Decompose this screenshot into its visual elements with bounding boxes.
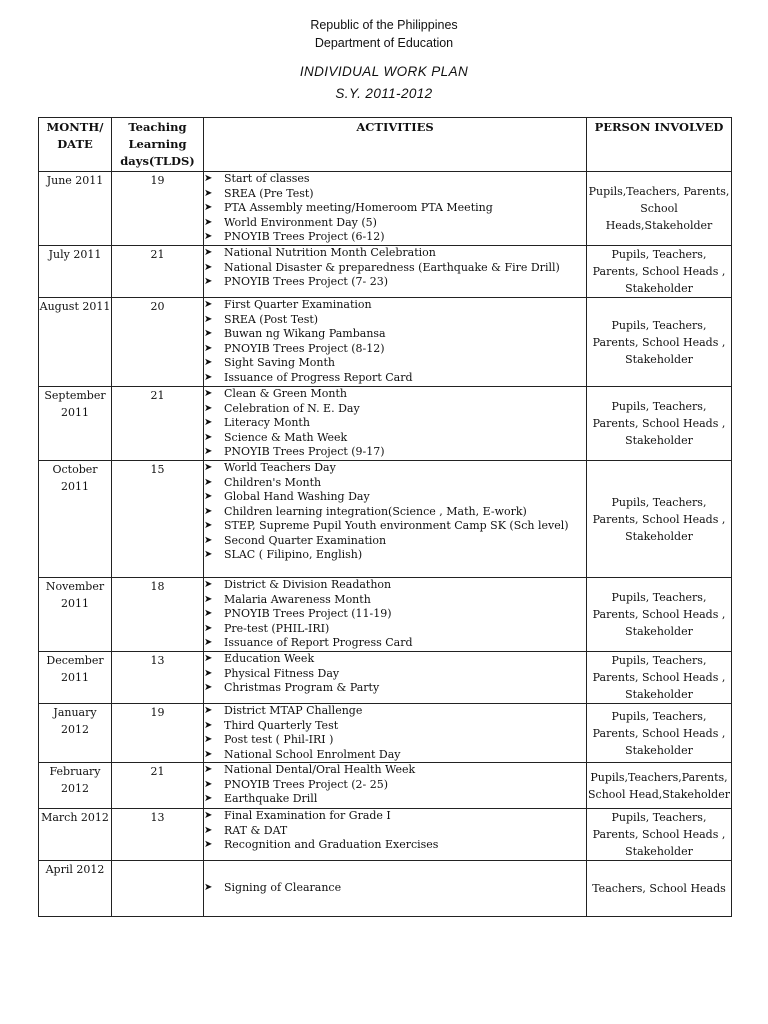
- month-cell: September 2011: [39, 387, 112, 461]
- month-cell: April 2012: [39, 861, 112, 917]
- table-row: [39, 246, 732, 298]
- activity-text: PTA Assembly meeting/Homeroom PTA Meeting: [224, 201, 493, 214]
- activity-item: [204, 261, 586, 276]
- activities-cell: [204, 763, 587, 809]
- activity-item: [204, 342, 586, 357]
- activity-text: Earthquake Drill: [224, 792, 318, 805]
- arrowhead-bullet-icon: ➤: [204, 402, 213, 414]
- activity-list: [204, 172, 586, 245]
- activity-text: Recognition and Graduation Exercises: [224, 838, 439, 851]
- column-header-person: PERSON INVOLVED: [587, 118, 732, 172]
- activity-item: [204, 461, 586, 476]
- arrowhead-bullet-icon: ➤: [204, 216, 213, 228]
- document-title: INDIVIDUAL WORK PLAN: [299, 64, 469, 79]
- month-cell: March 2012: [39, 809, 112, 861]
- school-year: S.Y. 2011-2012: [335, 86, 433, 101]
- activities-cell: [204, 704, 587, 763]
- column-header-activities: ACTIVITIES: [204, 118, 587, 172]
- activity-item: [204, 216, 586, 231]
- activity-text: PNOYIB Trees Project (2- 25): [224, 777, 389, 791]
- activities-cell: [204, 461, 587, 578]
- activity-item: [204, 230, 586, 245]
- activity-text: Education Week: [224, 652, 315, 665]
- activities-cell: [204, 298, 587, 387]
- activity-item: [204, 327, 586, 342]
- teaching-days-cell: 13: [112, 652, 204, 704]
- activity-item: [204, 505, 586, 520]
- activity-item: [204, 172, 586, 187]
- arrowhead-bullet-icon: ➤: [204, 667, 213, 679]
- arrowhead-bullet-icon: ➤: [204, 462, 213, 473]
- arrowhead-bullet-icon: ➤: [204, 734, 213, 745]
- activity-text: Sight Saving Month: [224, 356, 336, 369]
- activity-text: PNOYIB Trees Project (11-19): [224, 607, 392, 620]
- arrowhead-bullet-icon: ➤: [204, 276, 213, 287]
- person-involved-cell: Pupils,Teachers,Parents, School Head,Stakeholder: [587, 763, 732, 809]
- activity-item: [204, 636, 586, 651]
- teaching-days-cell: 13: [112, 809, 204, 861]
- activities-cell: [204, 172, 587, 246]
- arrowhead-bullet-icon: ➤: [204, 824, 213, 836]
- month-cell: June 2011: [39, 172, 112, 246]
- activity-list: [204, 387, 586, 460]
- arrowhead-bullet-icon: ➤: [204, 810, 213, 821]
- arrowhead-bullet-icon: ➤: [204, 446, 213, 457]
- activity-text: National Dental/Oral Health Week: [224, 763, 416, 776]
- month-cell: October 2011: [39, 461, 112, 578]
- arrowhead-bullet-icon: ➤: [204, 476, 213, 488]
- person-involved-cell: Teachers, School Heads: [587, 861, 732, 917]
- table-row: [39, 172, 732, 246]
- activity-item: [204, 490, 586, 505]
- activity-item: [204, 356, 586, 371]
- activity-text: Final Examination for Grade I: [224, 809, 391, 822]
- activity-item: [204, 187, 586, 202]
- activity-list: [204, 881, 586, 896]
- arrowhead-bullet-icon: ➤: [204, 719, 213, 731]
- activity-item: [204, 838, 586, 853]
- table-row: [39, 809, 732, 861]
- activity-text: SLAC ( Filipino, English): [224, 548, 363, 561]
- activity-item: [204, 593, 586, 608]
- activity-list: [204, 652, 586, 696]
- arrowhead-bullet-icon: ➤: [204, 882, 213, 894]
- activity-text: RAT & DAT: [224, 823, 288, 837]
- activity-text: National Disaster & preparedness (Earthquake & Fire Drill): [224, 260, 560, 274]
- arrowhead-bullet-icon: ➤: [204, 202, 213, 213]
- person-involved-cell: Pupils, Teachers, Parents, School Heads , Stakeholder: [587, 652, 732, 704]
- arrowhead-bullet-icon: ➤: [204, 417, 213, 428]
- activity-item: [204, 416, 586, 431]
- teaching-days-cell: 21: [112, 387, 204, 461]
- activity-list: [204, 246, 586, 290]
- activities-cell: [204, 578, 587, 652]
- table-body: [39, 172, 732, 917]
- activity-item: [204, 719, 586, 734]
- activities-cell: [204, 652, 587, 704]
- activity-list: [204, 704, 586, 762]
- activity-item: [204, 763, 586, 778]
- activity-item: [204, 578, 586, 593]
- activity-text: Science & Math Week: [224, 430, 348, 444]
- activity-text: PNOYIB Trees Project (6-12): [224, 230, 385, 243]
- activity-text: PNOYIB Trees Project (9-17): [224, 445, 385, 458]
- activity-list: [204, 461, 586, 563]
- arrowhead-bullet-icon: ➤: [204, 622, 213, 634]
- activity-text: Clean & Green Month: [224, 387, 347, 400]
- arrowhead-bullet-icon: ➤: [204, 491, 213, 502]
- activity-item: [204, 402, 586, 417]
- activity-text: SREA (Pre Test): [224, 186, 314, 200]
- activities-cell: [204, 809, 587, 861]
- activity-item: [204, 298, 586, 313]
- person-involved-cell: Pupils, Teachers, Parents, School Heads , Stakeholder: [587, 461, 732, 578]
- table-row: [39, 578, 732, 652]
- person-involved-cell: Pupils, Teachers, Parents, School Heads , Stakeholder: [587, 387, 732, 461]
- activity-text: Physical Fitness Day: [224, 666, 340, 680]
- arrowhead-bullet-icon: ➤: [204, 357, 213, 368]
- arrowhead-bullet-icon: ➤: [204, 549, 213, 560]
- month-cell: July 2011: [39, 246, 112, 298]
- arrowhead-bullet-icon: ➤: [204, 505, 213, 517]
- table-row: [39, 704, 732, 763]
- person-involved-cell: Pupils,Teachers, Parents, School Heads,Stakeholder: [587, 172, 732, 246]
- table-row: [39, 298, 732, 387]
- arrowhead-bullet-icon: ➤: [204, 593, 213, 605]
- activity-item: [204, 824, 586, 839]
- month-cell: August 2011: [39, 298, 112, 387]
- activity-list: [204, 578, 586, 651]
- person-involved-cell: Pupils, Teachers, Parents, School Heads , Stakeholder: [587, 298, 732, 387]
- table-row: [39, 861, 732, 917]
- person-involved-cell: Pupils, Teachers, Parents, School Heads , Stakeholder: [587, 246, 732, 298]
- activity-text: PNOYIB Trees Project (8-12): [224, 341, 385, 355]
- column-header-month: MONTH/ DATE: [39, 118, 112, 172]
- table-row: [39, 387, 732, 461]
- activity-text: Pre-test (PHIL-IRI): [224, 621, 330, 635]
- activity-text: Third Quarterly Test: [224, 718, 339, 732]
- activity-item: [204, 748, 586, 763]
- activity-text: Christmas Program & Party: [224, 681, 380, 694]
- arrowhead-bullet-icon: ➤: [204, 231, 213, 242]
- activity-text: PNOYIB Trees Project (7- 23): [224, 275, 389, 288]
- activity-item: [204, 548, 586, 563]
- activity-text: Global Hand Washing Day: [224, 490, 370, 503]
- activity-text: Buwan ng Wikang Pambansa: [224, 327, 386, 340]
- activity-item: [204, 681, 586, 696]
- month-cell: November 2011: [39, 578, 112, 652]
- activity-text: World Teachers Day: [224, 461, 336, 474]
- table-row: [39, 461, 732, 578]
- activity-text: Malaria Awareness Month: [224, 592, 371, 606]
- activity-item: [204, 534, 586, 549]
- activity-item: [204, 476, 586, 491]
- activity-item: [204, 881, 586, 896]
- arrowhead-bullet-icon: ➤: [204, 371, 213, 383]
- teaching-days-cell: 19: [112, 704, 204, 763]
- arrowhead-bullet-icon: ➤: [204, 839, 213, 850]
- person-involved-cell: Pupils, Teachers, Parents, School Heads , Stakeholder: [587, 578, 732, 652]
- activity-item: [204, 519, 586, 534]
- arrowhead-bullet-icon: ➤: [204, 682, 213, 693]
- arrowhead-bullet-icon: ➤: [204, 748, 213, 760]
- activity-text: Literacy Month: [224, 416, 310, 429]
- activity-item: [204, 201, 586, 216]
- arrowhead-bullet-icon: ➤: [204, 778, 213, 790]
- activity-item: [204, 246, 586, 261]
- activity-text: STEP, Supreme Pupil Youth environment Camp SK (Sch level): [224, 519, 569, 532]
- arrowhead-bullet-icon: ➤: [204, 328, 213, 339]
- activity-text: National School Enrolment Day: [224, 747, 401, 761]
- activity-item: [204, 313, 586, 328]
- document-header: [0, 16, 768, 105]
- arrowhead-bullet-icon: ➤: [204, 261, 213, 273]
- arrowhead-bullet-icon: ➤: [204, 187, 213, 199]
- activity-item: [204, 371, 586, 386]
- teaching-days-cell: 21: [112, 246, 204, 298]
- activity-text: Post test ( Phil-IRI ): [224, 733, 334, 746]
- arrowhead-bullet-icon: ➤: [204, 388, 213, 399]
- activity-item: [204, 607, 586, 622]
- teaching-days-cell: 15: [112, 461, 204, 578]
- arrowhead-bullet-icon: ➤: [204, 653, 213, 664]
- arrowhead-bullet-icon: ➤: [204, 313, 213, 325]
- arrowhead-bullet-icon: ➤: [204, 793, 213, 804]
- teaching-days-cell: 21: [112, 763, 204, 809]
- teaching-days-cell: 18: [112, 578, 204, 652]
- activity-text: Celebration of N. E. Day: [224, 401, 360, 415]
- activity-text: Signing of Clearance: [224, 881, 342, 895]
- person-involved-cell: Pupils, Teachers, Parents, School Heads , Stakeholder: [587, 704, 732, 763]
- column-header-days: Teaching Learning days(TLDS): [112, 118, 204, 172]
- arrowhead-bullet-icon: ➤: [204, 764, 213, 775]
- activity-text: National Nutrition Month Celebration: [224, 246, 436, 259]
- activity-text: Second Quarter Examination: [224, 533, 387, 547]
- activity-item: [204, 275, 586, 290]
- arrowhead-bullet-icon: ➤: [204, 705, 213, 716]
- arrowhead-bullet-icon: ➤: [204, 608, 213, 619]
- activity-item: [204, 667, 586, 682]
- activity-text: SREA (Post Test): [224, 312, 319, 326]
- header-republic: Republic of the Philippines: [310, 18, 458, 32]
- work-plan-table: [38, 117, 732, 917]
- arrowhead-bullet-icon: ➤: [204, 637, 213, 648]
- activities-cell: [204, 387, 587, 461]
- activity-item: [204, 652, 586, 667]
- arrowhead-bullet-icon: ➤: [204, 173, 213, 184]
- activity-text: District & Division Readathon: [224, 578, 392, 591]
- activity-item: [204, 387, 586, 402]
- arrowhead-bullet-icon: ➤: [204, 579, 213, 590]
- arrowhead-bullet-icon: ➤: [204, 534, 213, 546]
- activity-item: [204, 778, 586, 793]
- activity-item: [204, 622, 586, 637]
- arrowhead-bullet-icon: ➤: [204, 299, 213, 310]
- arrowhead-bullet-icon: ➤: [204, 431, 213, 443]
- activity-text: Children's Month: [224, 475, 322, 489]
- activity-item: [204, 733, 586, 748]
- activity-text: District MTAP Challenge: [224, 704, 363, 717]
- table-header-row: [39, 118, 732, 172]
- activities-cell: [204, 246, 587, 298]
- activity-text: Children learning integration(Science , Math, E-work): [224, 504, 527, 518]
- activity-text: Start of classes: [224, 172, 310, 185]
- activity-text: Issuance of Report Progress Card: [224, 636, 413, 649]
- person-involved-cell: Pupils, Teachers, Parents, School Heads , Stakeholder: [587, 809, 732, 861]
- teaching-days-cell: [112, 861, 204, 917]
- teaching-days-cell: 19: [112, 172, 204, 246]
- arrowhead-bullet-icon: ➤: [204, 247, 213, 258]
- activity-item: [204, 704, 586, 719]
- arrowhead-bullet-icon: ➤: [204, 342, 213, 354]
- activity-item: [204, 431, 586, 446]
- activities-cell: [204, 861, 587, 917]
- activity-text: Issuance of Progress Report Card: [224, 370, 413, 384]
- activity-list: [204, 298, 586, 385]
- header-department: Department of Education: [314, 36, 454, 50]
- month-cell: January 2012: [39, 704, 112, 763]
- activity-list: [204, 809, 586, 853]
- month-cell: February 2012: [39, 763, 112, 809]
- activity-list: [204, 763, 586, 807]
- table-row: [39, 763, 732, 809]
- arrowhead-bullet-icon: ➤: [204, 520, 213, 531]
- teaching-days-cell: 20: [112, 298, 204, 387]
- activity-item: [204, 445, 586, 460]
- table-row: [39, 652, 732, 704]
- activity-text: World Environment Day (5): [224, 215, 377, 229]
- month-cell: December 2011: [39, 652, 112, 704]
- activity-text: First Quarter Examination: [224, 298, 372, 311]
- activity-item: [204, 809, 586, 824]
- activity-item: [204, 792, 586, 807]
